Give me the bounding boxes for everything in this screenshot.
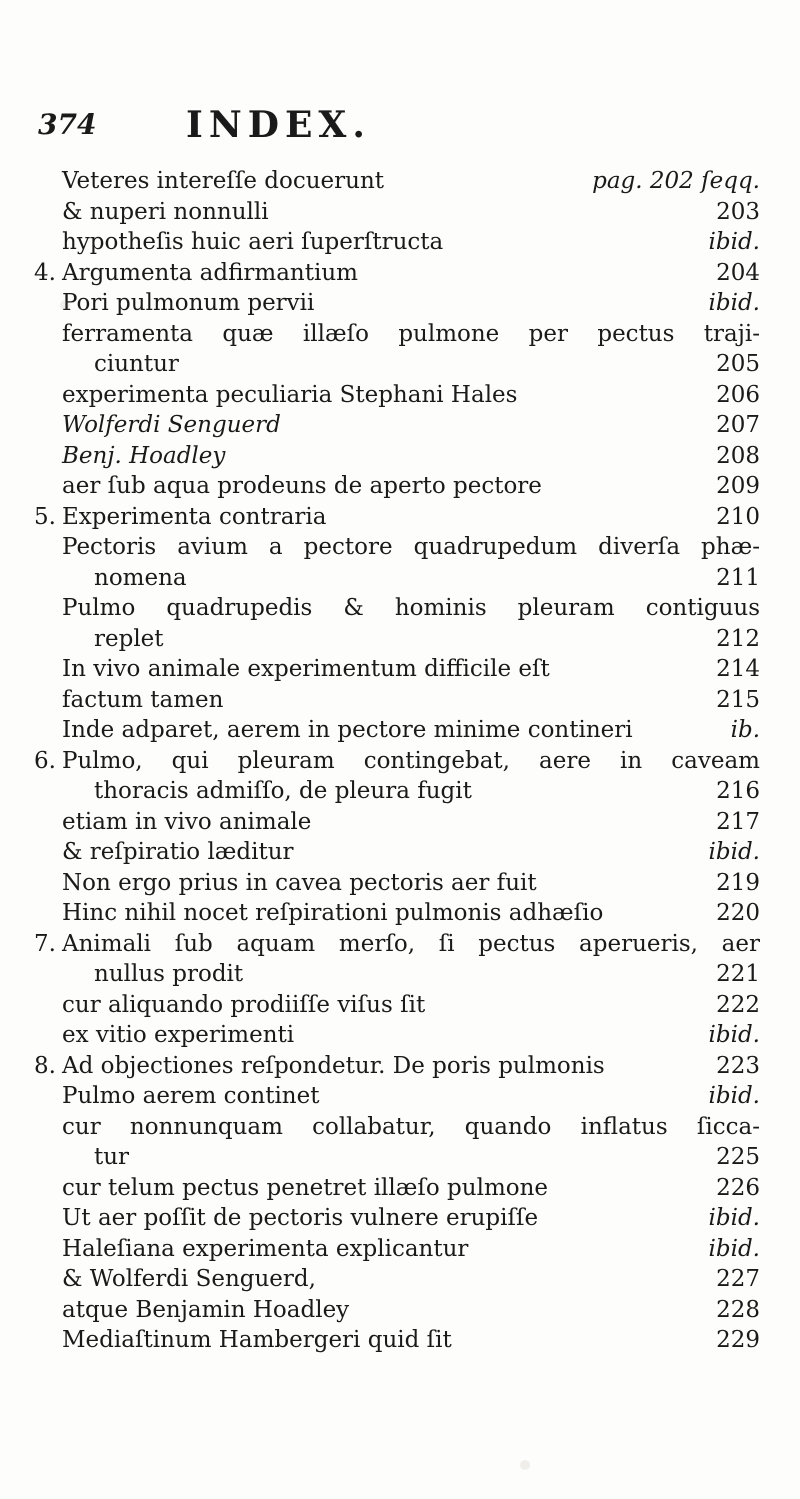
entry-page-ref: 217 <box>716 808 760 835</box>
entry-number: 5. <box>34 503 56 530</box>
index-entry <box>0 382 800 408</box>
entry-page-ref: 210 <box>716 503 760 530</box>
index-entry <box>0 687 800 713</box>
entry-text: Mediaſtinum Hambergeri quid ſit <box>62 1327 452 1353</box>
entry-page-ref: 219 <box>716 869 760 896</box>
entry-text: Pulmo quadrupedis & hominis pleuram contiguus <box>62 595 760 621</box>
entry-text: experimenta peculiaria Stephani Hales <box>62 381 518 408</box>
entry-page-ref: 215 <box>716 686 760 713</box>
entry-text: ferramenta quæ illæſo pulmone per pectus traji- <box>62 320 760 347</box>
entry-page-ref: 207 <box>716 412 760 438</box>
entry-text: & Wolferdi Senguerd, <box>62 1266 316 1292</box>
entry-text: Inde adparet, aerem in pectore minime contineri <box>62 717 633 743</box>
index-entry <box>0 1297 800 1323</box>
entry-page-ref: 225 <box>716 1144 760 1170</box>
entry-page-ref: 214 <box>716 656 760 682</box>
index-entry <box>0 1205 800 1231</box>
entry-text: Animali ſub aquam merſo, ſi pectus aperueris, aer <box>62 930 760 957</box>
entry-page-ref: ibid. <box>708 1205 760 1231</box>
entry-text: Pulmo aerem continet <box>62 1083 320 1109</box>
entry-text: Ad objectiones reſpondetur. De poris pulmonis <box>62 1052 605 1079</box>
index-entry <box>0 351 800 377</box>
index-entry <box>0 626 800 652</box>
index-entry <box>0 839 800 865</box>
entry-text: tur <box>94 1144 130 1170</box>
index-entry <box>0 1175 800 1201</box>
entry-text: Pori pulmonum pervii <box>62 290 315 316</box>
entry-text: aer ſub aqua prodeuns de aperto pectore <box>62 473 542 499</box>
entry-text: replet <box>94 625 164 652</box>
entry-page-ref: 229 <box>716 1327 760 1353</box>
entry-page-ref: ib. <box>730 717 760 743</box>
index-entry <box>0 473 800 499</box>
entry-page-ref: ibid. <box>708 1083 760 1109</box>
page-number: 374 <box>38 108 97 141</box>
entry-page-ref: 221 <box>716 961 760 987</box>
index-entry <box>0 778 800 804</box>
entry-page-ref: 212 <box>716 625 760 652</box>
entry-page-ref: 204 <box>716 259 760 286</box>
index-entry <box>0 199 800 225</box>
index-entry <box>0 1266 800 1292</box>
index-entry <box>0 229 800 255</box>
index-entry <box>0 748 800 774</box>
entry-text: ciuntur <box>94 351 179 377</box>
entry-text: factum tamen <box>62 686 224 713</box>
entry-text: cur aliquando prodiiſſe viſus ſit <box>62 991 426 1018</box>
entry-text: nomena <box>94 564 187 591</box>
paper-stain <box>60 300 70 310</box>
entry-page-ref: 208 <box>716 442 760 469</box>
entry-page-ref: 227 <box>716 1266 760 1292</box>
entry-text: Experimenta contraria <box>62 503 327 530</box>
entry-number: 8. <box>34 1052 56 1079</box>
entry-text: & reſpiratio læditur <box>62 839 294 865</box>
entry-page-ref: pag. 202 ſeqq. <box>592 168 760 194</box>
index-entry <box>0 961 800 987</box>
index-entry <box>0 870 800 896</box>
entry-text: cur nonnunquam collabatur, quando inflatus ſicca- <box>62 1113 760 1140</box>
index-entry <box>0 717 800 743</box>
running-title: INDEX. <box>186 104 371 146</box>
paper-stain <box>520 1460 530 1470</box>
entry-text: Haleſiana experimenta explicantur <box>62 1235 469 1262</box>
index-entry <box>0 595 800 621</box>
index-entry <box>0 168 800 194</box>
entry-text: atque Benjamin Hoadley <box>62 1296 350 1323</box>
index-entry <box>0 1022 800 1048</box>
index-entry <box>0 900 800 926</box>
index-entry <box>0 321 800 347</box>
index-entry <box>0 260 800 286</box>
index-entry <box>0 1327 800 1353</box>
entry-page-ref: 203 <box>716 198 760 225</box>
entry-number: 7. <box>34 930 56 957</box>
entry-text: Pulmo, qui pleuram contingebat, aere in caveam <box>62 747 760 774</box>
entry-text: Hinc nihil nocet reſpirationi pulmonis adhæſio <box>62 900 604 926</box>
entry-text: Veteres intereſſe docuerunt <box>62 168 384 194</box>
entry-text: nullus prodit <box>94 961 244 987</box>
entry-page-ref: ibid. <box>708 1022 760 1048</box>
entry-text: Ut aer poſſit de pectoris vulnere erupiſſe <box>62 1205 539 1231</box>
index-entry <box>0 565 800 591</box>
entry-text: Pectoris avium a pectore quadrupedum diverſa phæ- <box>62 534 760 560</box>
entry-text: thoracis admiſſo, de pleura fugit <box>94 778 472 804</box>
entry-text: Wolferdi Senguerd <box>62 412 281 438</box>
entry-number: 6. <box>34 747 56 774</box>
entry-number: 4. <box>34 259 56 286</box>
index-entry <box>0 1236 800 1262</box>
entry-page-ref: 226 <box>716 1174 760 1201</box>
index-entry <box>0 534 800 560</box>
index-entry <box>0 931 800 957</box>
entry-page-ref: 216 <box>716 778 760 804</box>
entry-page-ref: ibid. <box>708 839 760 865</box>
entry-page-ref: ibid. <box>708 1235 760 1262</box>
entry-page-ref: 222 <box>716 991 760 1018</box>
entry-text: ex vitio experimenti <box>62 1022 295 1048</box>
index-entry <box>0 290 800 316</box>
entry-text: hypotheſis huic aeri ſuperſtructa <box>62 229 444 255</box>
entry-text: etiam in vivo animale <box>62 808 312 835</box>
index-entry <box>0 1144 800 1170</box>
entry-text: cur telum pectus penetret illæſo pulmone <box>62 1174 549 1201</box>
entry-page-ref: 220 <box>716 900 760 926</box>
index-entry <box>0 656 800 682</box>
entry-page-ref: 211 <box>716 564 760 591</box>
entry-page-ref: 205 <box>716 351 760 377</box>
index-entry <box>0 809 800 835</box>
index-entry <box>0 504 800 530</box>
index-entry <box>0 992 800 1018</box>
entry-text: In vivo animale experimentum difficile eſt <box>62 656 550 682</box>
entry-page-ref: 228 <box>716 1296 760 1323</box>
index-entry <box>0 412 800 438</box>
entry-text: Non ergo prius in cavea pectoris aer fuit <box>62 869 537 896</box>
index-entry <box>0 1083 800 1109</box>
entry-page-ref: 209 <box>716 473 760 499</box>
page-header <box>38 104 738 152</box>
entry-page-ref: ibid. <box>708 290 760 316</box>
index-entry <box>0 1114 800 1140</box>
index-entry <box>0 1053 800 1079</box>
entry-page-ref: 223 <box>716 1052 760 1079</box>
entry-page-ref: 206 <box>716 381 760 408</box>
entry-page-ref: ibid. <box>708 229 760 255</box>
entry-text: & nuperi nonnulli <box>62 198 269 225</box>
index-entry <box>0 443 800 469</box>
entry-text: Argumenta adfirmantium <box>62 259 358 286</box>
entry-text: Benj. Hoadley <box>62 442 226 469</box>
